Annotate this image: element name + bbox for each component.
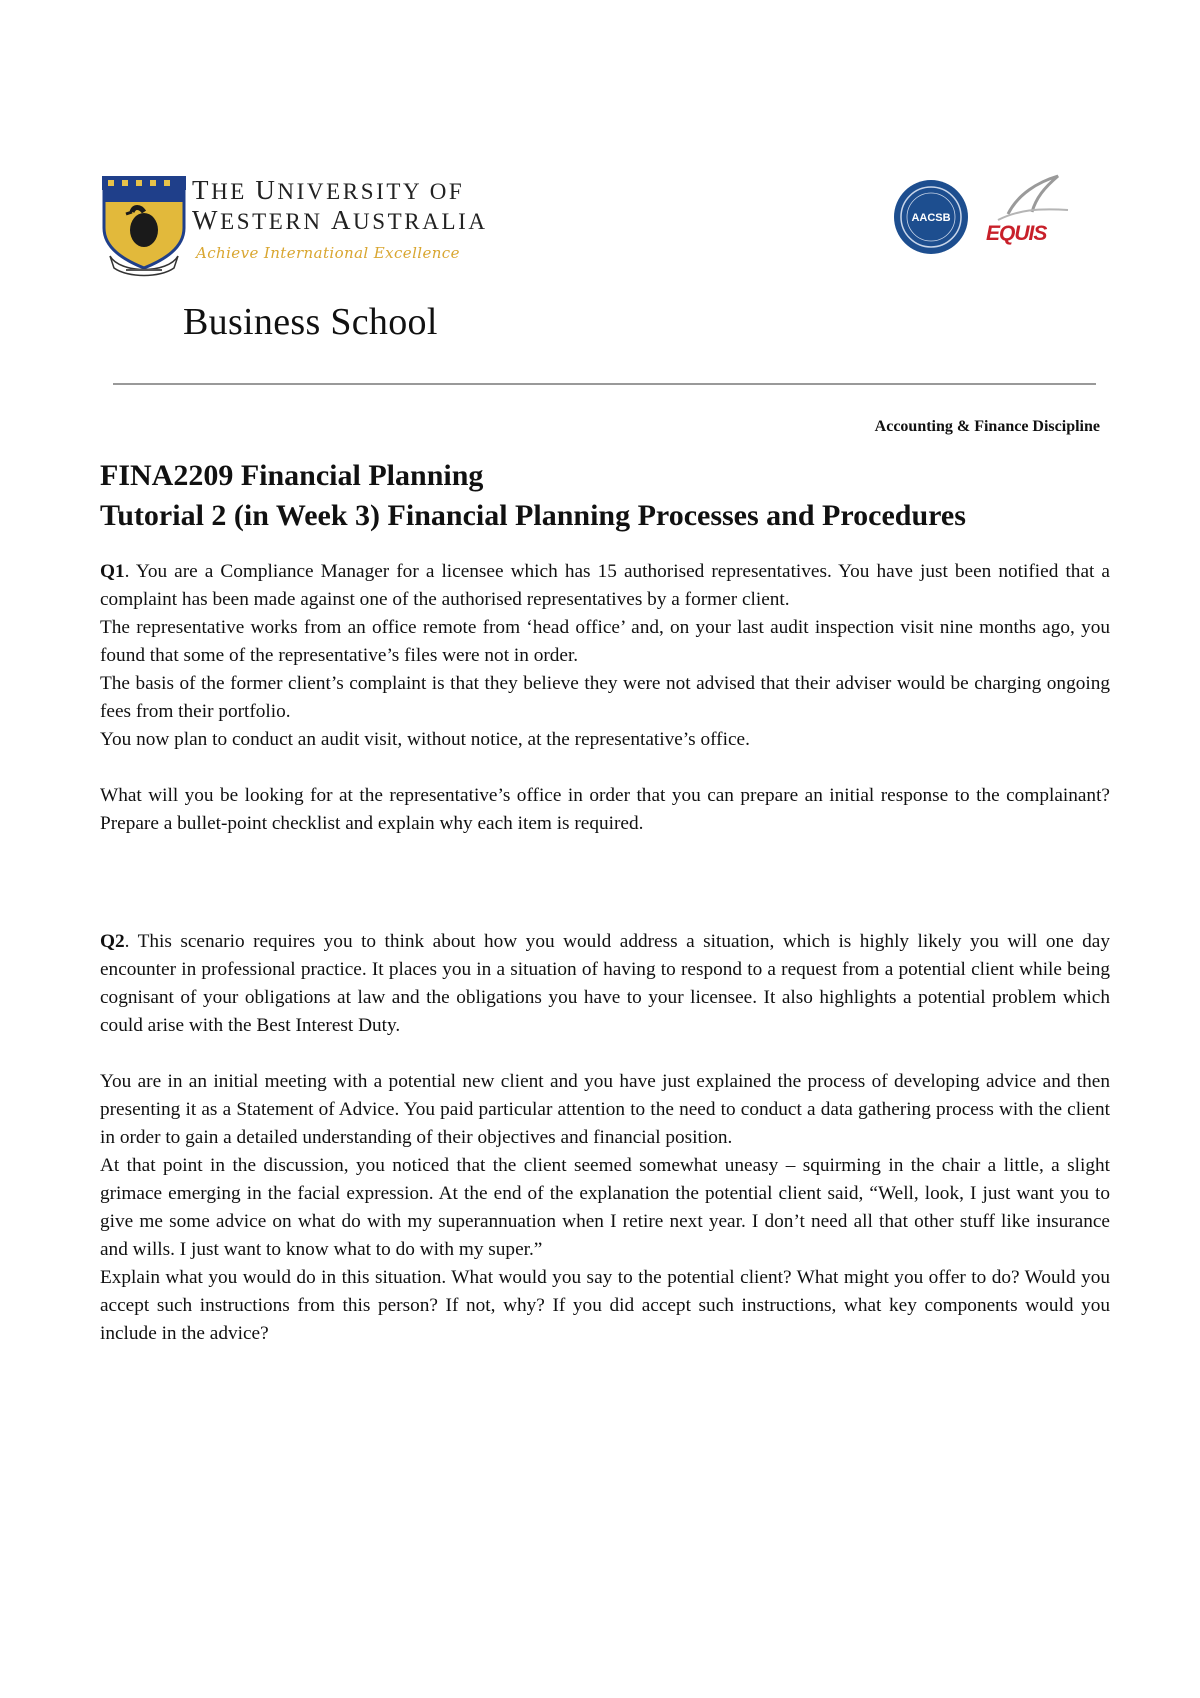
q2-task: Explain what you would do in this situation. What would you say to the potential client? What might you offer to do? Would you accept such instructions from this person? If not, why? If you did accept such instructions, what key components would you include in the advice? xyxy=(100,1267,1110,1344)
q2-paragraph-2: You are in an initial meeting with a potential new client and you have just explained the process of developing advice and then presenting it as a Statement of Advice. You paid particular attention to the need to conduct a data gathering process with the client in order to gain a detailed understanding of their objectives and financial position. xyxy=(100,1071,1110,1148)
discipline-label: Accounting & Finance Discipline xyxy=(874,418,1100,435)
course-title: FINA2209 Financial Planning xyxy=(100,459,484,492)
equis-badge xyxy=(978,174,1082,254)
q2-label: Q2 xyxy=(100,931,125,952)
university-name xyxy=(192,176,488,262)
tutorial-title: Tutorial 2 (in Week 3) Financial Planning Processes and Procedures xyxy=(100,499,966,532)
q2-paragraph-1: Q2. This scenario requires you to think about how you would address a situation, which is highly likely you will one day encounter in professional practice. It places you in a situation of having to respond to a request from a potential client while being cognisant of your obligations at law and the obligations you have to your licensee. It also highlights a potential problem which could arise with the Best Interest Duty. xyxy=(100,931,1110,1036)
q1-paragraph-3: The basis of the former client’s complaint is that they believe they were not advised that their adviser would be charging ongoing fees from their portfolio. xyxy=(100,673,1110,722)
q1-paragraph-1: Q1. You are a Compliance Manager for a licensee which has 15 authorised representatives. You have just been notified that a complaint has been made against one of the authorised representatives by a former client. xyxy=(100,561,1110,610)
school-title: Business School xyxy=(183,301,438,343)
uwa-logo xyxy=(100,175,488,278)
document-body xyxy=(100,456,1110,1348)
university-tagline: Achieve International Excellence xyxy=(196,244,460,262)
q2-paragraph-3: At that point in the discussion, you noticed that the client seemed somewhat uneasy – squirming in the chair a little, a slight grimace emerging in the facial expression. At the end of the explanation the potential client said, “Well, look, I just want you to give me some advice on what do with my superannuation when I retire next year. I don’t need all that other stuff like insurance and wills. I just want to know what to do with my super.” xyxy=(100,1155,1110,1260)
equis-label: EQUIS xyxy=(986,222,1047,245)
uwa-crest-icon xyxy=(100,176,188,278)
q1-task: What will you be looking for at the representative’s office in order that you can prepare an initial response to the complainant? Prepare a bullet-point checklist and explain why each item is required. xyxy=(100,785,1110,834)
aacsb-label: AACSB xyxy=(911,212,951,224)
q1-paragraph-2: The representative works from an office remote from ‘head office’ and, on your last audit inspection visit nine months ago, you found that some of the representative’s files were not in order. xyxy=(100,617,1110,666)
q1-paragraph-4: You now plan to conduct an audit visit, without notice, at the representative’s office. xyxy=(100,729,750,750)
aacsb-badge-icon xyxy=(893,179,969,255)
equis-swoosh-icon xyxy=(978,174,1082,224)
university-name-line2: WESTERN AUSTRALIA xyxy=(192,205,488,235)
header-divider xyxy=(113,383,1096,385)
q1-label: Q1 xyxy=(100,561,125,582)
university-name-line1: THE UNIVERSITY OF xyxy=(192,175,465,205)
